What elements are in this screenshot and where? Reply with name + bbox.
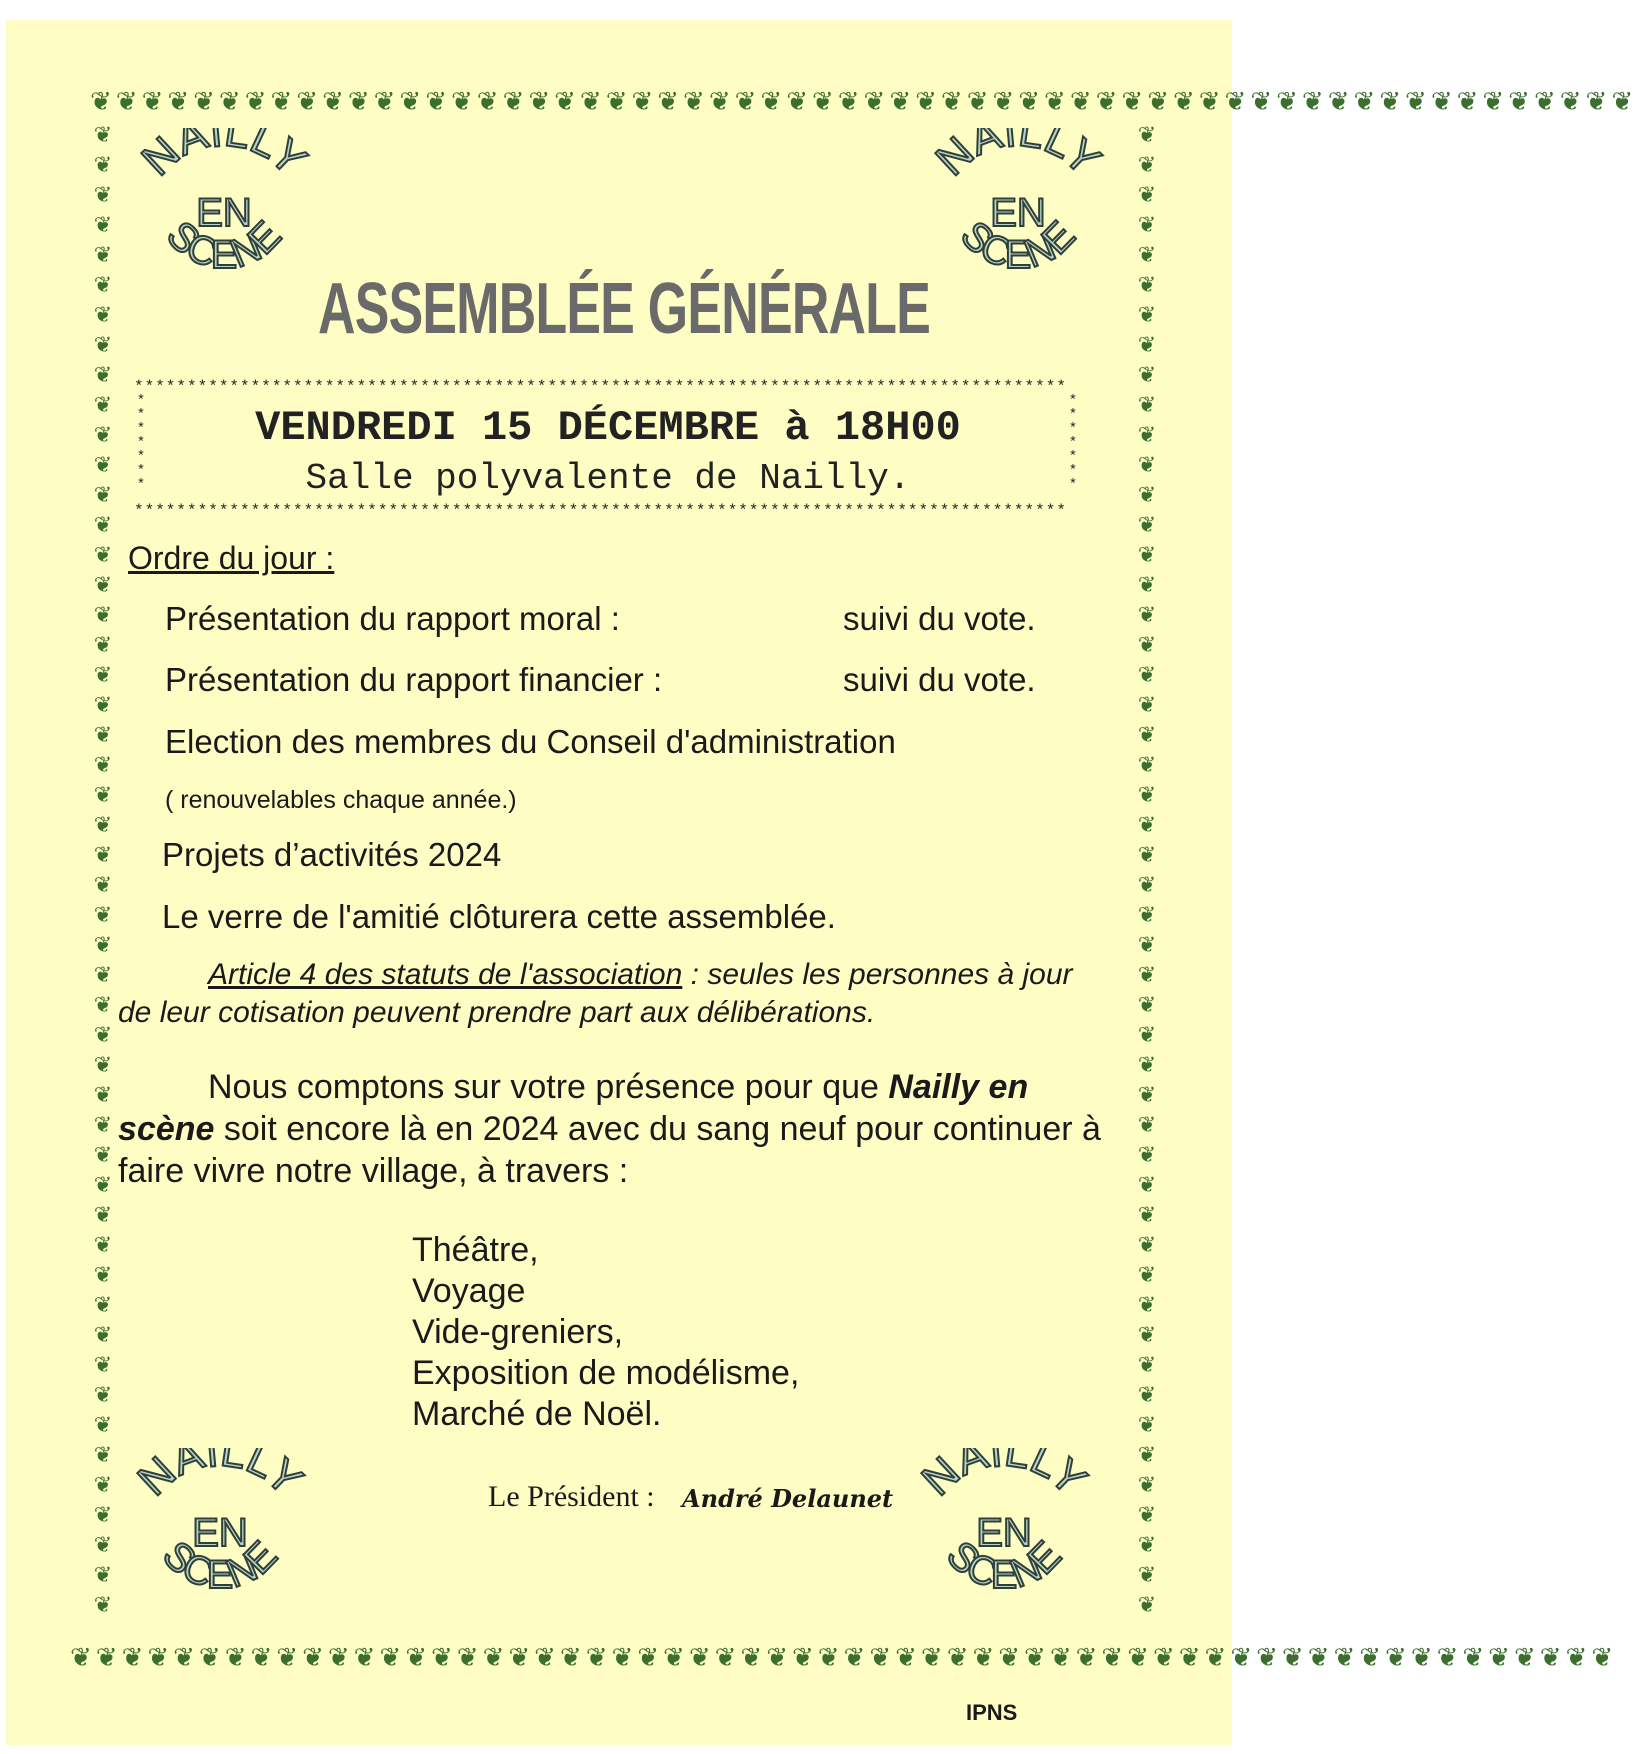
svg-text:EN: EN xyxy=(976,1511,1032,1555)
vine-icon: ❦ xyxy=(93,1292,113,1317)
activity-item: Marché de Noël. xyxy=(412,1395,662,1433)
vine-icon: ❦ xyxy=(1137,1322,1157,1347)
vine-icon: ❦ xyxy=(1137,872,1157,897)
vine-icon: ❦ xyxy=(93,1382,113,1407)
vine-icon: ❦ xyxy=(1137,362,1157,387)
vine-icon: ❦ xyxy=(93,1142,113,1167)
vine-icon: ❦ xyxy=(93,602,113,627)
vine-icon: ❦ xyxy=(93,212,113,237)
vine-icon: ❦ xyxy=(1137,1052,1157,1077)
activity-item: Exposition de modélisme, xyxy=(412,1354,800,1392)
vine-icon: ❦ xyxy=(93,692,113,717)
vine-icon: ❦ xyxy=(1137,1262,1157,1287)
vine-icon: ❦ xyxy=(1137,752,1157,777)
vine-icon: ❦ xyxy=(93,542,113,567)
event-date: VENDREDI 15 DÉCEMBRE à 18H00 xyxy=(255,404,961,452)
vine-icon: ❦ xyxy=(93,392,113,417)
agenda-item-suffix: suivi du vote. xyxy=(843,600,1036,637)
vine-icon: ❦ xyxy=(93,1532,113,1557)
vine-icon: ❦ xyxy=(93,152,113,177)
vine-icon: ❦ xyxy=(1137,662,1157,687)
svg-text:SCENE: SCENE xyxy=(938,1532,1070,1597)
vine-icon: ❦ xyxy=(93,932,113,957)
vine-icon: ❦ xyxy=(93,1052,113,1077)
svg-text:NAILLY: NAILLY xyxy=(926,128,1110,186)
vine-icon: ❦ xyxy=(93,302,113,327)
vine-icon: ❦ xyxy=(1137,692,1157,717)
vine-icon: ❦ xyxy=(1137,572,1157,597)
activity-item: Vide-greniers, xyxy=(412,1313,624,1351)
vine-icon: ❦ xyxy=(93,1592,113,1617)
nailly-en-scene-logo xyxy=(120,1448,320,1608)
nailly-en-scene-logo xyxy=(124,128,324,288)
president-label: Le Président : xyxy=(488,1480,655,1513)
vine-icon: ❦ xyxy=(93,962,113,987)
date-frame xyxy=(134,378,1082,520)
vine-icon: ❦ xyxy=(93,812,113,837)
vine-icon: ❦ xyxy=(93,1352,113,1377)
vine-icon: ❦ xyxy=(93,662,113,687)
vine-icon: ❦ xyxy=(1137,1022,1157,1047)
vine-icon: ❦ xyxy=(93,1262,113,1287)
vine-icon: ❦ xyxy=(1137,542,1157,567)
vine-icon: ❦ xyxy=(93,842,113,867)
vine-border-right xyxy=(1132,120,1162,1630)
star-icon: * * * * * * * xyxy=(1068,393,1078,493)
agenda-heading: Ordre du jour : xyxy=(128,540,335,576)
vine-icon: ❦ xyxy=(93,722,113,747)
vine-icon: ❦ xyxy=(1137,1142,1157,1167)
vine-icon: ❦ xyxy=(93,1322,113,1347)
svg-text:EN: EN xyxy=(196,191,252,235)
vine-icon: ❦ xyxy=(1137,512,1157,537)
activities-list xyxy=(412,1230,799,1435)
agenda-item: Présentation du rapport financier : xyxy=(165,661,663,698)
vine-icon: ❦ xyxy=(93,482,113,507)
agenda-item: Le verre de l'amitié clôturera cette assemblée. xyxy=(162,898,836,935)
vine-icon: ❦ xyxy=(93,1172,113,1197)
event-venue: Salle polyvalente de Nailly. xyxy=(305,458,911,499)
vine-icon: ❦ xyxy=(1137,632,1157,657)
vine-icon: ❦ xyxy=(93,452,113,477)
vine-border-top: ❦❦❦❦❦❦❦❦❦❦❦❦❦❦❦❦❦❦❦❦❦❦❦❦❦❦❦❦❦❦❦❦❦❦❦❦❦❦❦❦❦❦❦❦❦❦❦❦❦❦❦❦❦❦❦❦❦❦❦❦ xyxy=(90,86,1637,116)
nailly-en-scene-logo xyxy=(904,1448,1104,1608)
vine-icon: ❦ xyxy=(1137,992,1157,1017)
vine-icon: ❦ xyxy=(1137,482,1157,507)
vine-icon: ❦ xyxy=(93,512,113,537)
vine-icon: ❦ xyxy=(1137,962,1157,987)
vine-icon: ❦ xyxy=(1137,902,1157,927)
vine-border-bottom: ❦❦❦❦❦❦❦❦❦❦❦❦❦❦❦❦❦❦❦❦❦❦❦❦❦❦❦❦❦❦❦❦❦❦❦❦❦❦❦❦❦❦❦❦❦❦❦❦❦❦❦❦❦❦❦❦❦❦❦❦ xyxy=(70,1642,1618,1672)
vine-icon: ❦ xyxy=(1137,392,1157,417)
star-icon: **************************************************************************************** xyxy=(134,502,1067,520)
vine-icon: ❦ xyxy=(93,872,113,897)
ipns-label: IPNS xyxy=(966,1700,1018,1725)
vine-icon: ❦ xyxy=(93,992,113,1017)
vine-icon: ❦ xyxy=(1137,1292,1157,1317)
vine-icon: ❦ xyxy=(1137,1352,1157,1377)
vine-icon: ❦ xyxy=(93,272,113,297)
vine-icon: ❦ xyxy=(1137,1442,1157,1467)
vine-icon: ❦ xyxy=(1137,842,1157,867)
vine-icon: ❦ xyxy=(93,242,113,267)
svg-text:SCENE: SCENE xyxy=(154,1532,286,1597)
vine-icon: ❦ xyxy=(93,1022,113,1047)
vine-icon: ❦ xyxy=(93,422,113,447)
vine-icon: ❦ xyxy=(1137,1232,1157,1257)
statutes-note xyxy=(118,956,1108,1032)
agenda-item: Présentation du rapport moral : xyxy=(165,600,620,637)
agenda-item: Election des membres du Conseil d'administration xyxy=(165,723,896,760)
svg-text:EN: EN xyxy=(192,1511,248,1555)
vine-icon: ❦ xyxy=(93,332,113,357)
svg-text:NAILLY: NAILLY xyxy=(132,128,316,186)
vine-icon: ❦ xyxy=(1137,1082,1157,1107)
vine-icon: ❦ xyxy=(93,782,113,807)
vine-icon: ❦ xyxy=(93,1202,113,1227)
vine-icon: ❦ xyxy=(93,1502,113,1527)
vine-icon: ❦ xyxy=(93,1562,113,1587)
page-title: ASSEMBLÉE GÉNÉRALE xyxy=(318,269,931,349)
vine-icon: ❦ xyxy=(93,1232,113,1257)
vine-icon: ❦ xyxy=(93,902,113,927)
vine-icon: ❦ xyxy=(1137,212,1157,237)
vine-icon: ❦ xyxy=(1137,1472,1157,1497)
vine-icon: ❦ xyxy=(1137,242,1157,267)
activity-item: Voyage xyxy=(412,1272,526,1310)
agenda-item: Projets d’activités 2024 xyxy=(162,836,502,873)
vine-icon: ❦ xyxy=(93,1472,113,1497)
nailly-en-scene-logo xyxy=(918,128,1118,288)
vine-icon: ❦ xyxy=(93,752,113,777)
association-name: Nailly en scène xyxy=(118,1068,1029,1148)
vine-icon: ❦ xyxy=(1137,1532,1157,1557)
vine-icon: ❦ xyxy=(1137,122,1157,147)
vine-icon: ❦ xyxy=(93,572,113,597)
vine-icon: ❦ xyxy=(1137,1502,1157,1527)
svg-text:NAILLY: NAILLY xyxy=(128,1448,312,1506)
vine-icon: ❦ xyxy=(1137,152,1157,177)
agenda-note: ( renouvelables chaque année.) xyxy=(165,786,517,814)
svg-text:SCENE: SCENE xyxy=(158,212,290,277)
star-icon: **************************************************************************************** xyxy=(134,378,1067,396)
svg-text:NAILLY: NAILLY xyxy=(912,1448,1096,1506)
president-signature: André Delaunet xyxy=(682,1484,894,1513)
appeal-paragraph: Nous comptons sur votre présence pour que Nailly en scène soit encore là en 2024 avec du sang neuf pour continuer à faire vivre notre village, à travers : xyxy=(118,1068,1101,1190)
vine-icon: ❦ xyxy=(93,1442,113,1467)
vine-icon: ❦ xyxy=(1137,1412,1157,1437)
vine-icon: ❦ xyxy=(1137,1172,1157,1197)
vine-icon: ❦ xyxy=(1137,422,1157,447)
vine-icon: ❦ xyxy=(93,182,113,207)
vine-icon: ❦ xyxy=(93,362,113,387)
vine-icon: ❦ xyxy=(1137,272,1157,297)
statutes-text: : seules les personnes à jour de leur cotisation peuvent prendre part aux délibérations. xyxy=(118,958,1073,1029)
vine-icon: ❦ xyxy=(93,1112,113,1137)
vine-icon: ❦ xyxy=(93,1082,113,1107)
svg-text:SCENE: SCENE xyxy=(952,212,1084,277)
vine-icon: ❦ xyxy=(1137,722,1157,747)
vine-icon: ❦ xyxy=(93,122,113,147)
vine-icon: ❦ xyxy=(1137,602,1157,627)
activity-item: Théâtre, xyxy=(412,1231,539,1269)
vine-icon: ❦ xyxy=(1137,932,1157,957)
vine-icon: ❦ xyxy=(1137,1202,1157,1227)
vine-icon: ❦ xyxy=(1137,782,1157,807)
vine-icon: ❦ xyxy=(1137,452,1157,477)
vine-icon: ❦ xyxy=(1137,332,1157,357)
statutes-reference: Article 4 des statuts de l'association xyxy=(208,958,683,991)
vine-border-left xyxy=(88,120,118,1630)
vine-icon: ❦ xyxy=(1137,1592,1157,1617)
star-icon: * * * * * * * xyxy=(136,393,146,493)
svg-text:EN: EN xyxy=(990,191,1046,235)
vine-icon: ❦ xyxy=(93,1412,113,1437)
vine-icon: ❦ xyxy=(1137,1562,1157,1587)
agenda-item-suffix: suivi du vote. xyxy=(843,661,1036,698)
vine-icon: ❦ xyxy=(1137,182,1157,207)
vine-icon: ❦ xyxy=(93,632,113,657)
vine-icon: ❦ xyxy=(1137,1112,1157,1137)
vine-icon: ❦ xyxy=(1137,812,1157,837)
vine-icon: ❦ xyxy=(1137,1382,1157,1407)
vine-icon: ❦ xyxy=(1137,302,1157,327)
